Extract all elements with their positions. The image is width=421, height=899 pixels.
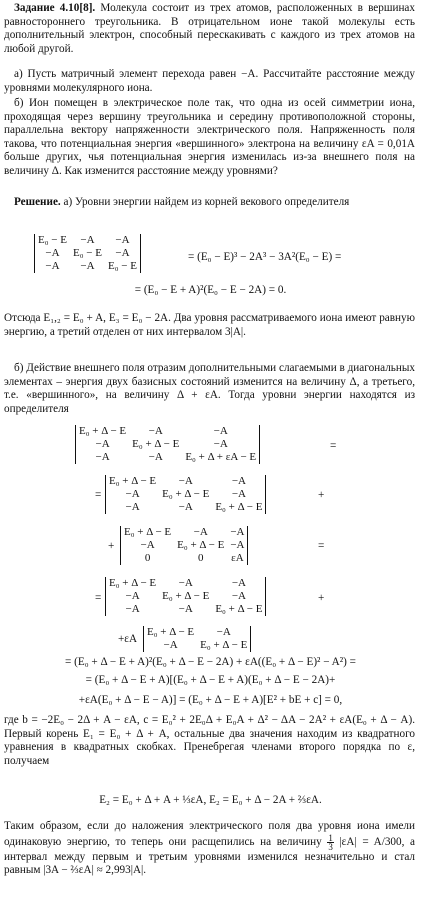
matrix-cell: −A bbox=[231, 475, 246, 487]
equation-sign: = bbox=[330, 440, 337, 452]
matrix-row bbox=[35, 247, 140, 260]
conclusion-text bbox=[4, 820, 415, 878]
matrix-row bbox=[76, 451, 259, 464]
matrix-cell: −A bbox=[125, 603, 140, 615]
problem-title: Задание 4.10[8]. bbox=[14, 2, 96, 14]
solution-label: Решение. bbox=[14, 196, 61, 208]
matrix-cell: −A bbox=[230, 526, 245, 538]
matrix-row bbox=[121, 526, 247, 539]
matrix-cell: −A bbox=[231, 577, 246, 589]
matrix-cell: −A bbox=[80, 234, 95, 246]
matrix-row bbox=[121, 539, 247, 552]
matrix-cell: −A bbox=[178, 501, 193, 513]
matrix-cell: −A bbox=[125, 488, 140, 500]
equation-sign: = bbox=[95, 489, 102, 501]
determinant-3x3 bbox=[105, 577, 266, 616]
matrix-cell: −A bbox=[45, 260, 60, 272]
matrix-cell: −A bbox=[231, 488, 246, 500]
matrix-cell: −A bbox=[216, 626, 231, 638]
matrix-table bbox=[35, 234, 140, 273]
part-b-question: б) Ион помещен в электрическое поле так, что одна из осей симметрии иона, проходящая через вершину треугольника и середину противоположной стороны, параллельна вектору напряженности электрического поля. Напряженность поля такова, что потенциальная энергия «вершинного» электрона на величину εA = 0,01A больше других, чья потенциальная энергия изменилась из-за внешнего поля на величину Δ. Как изменится расстояние между уровнями? bbox=[4, 97, 415, 177]
matrix-cell: −A bbox=[230, 539, 245, 551]
equation-line: = (E₀ − E + A)²(E₀ − E − 2A) = 0. bbox=[134, 284, 287, 296]
problem-intro: Молекула состоит из трех атомов, расположенных в вершинах равностороннего треугольника. В отрицательном ионе такой молекулы есть дополнительный электрон, способный перескакивать с каждого из трех атомов на любой другой. bbox=[4, 2, 415, 55]
matrix-cell: E₀ + Δ − E bbox=[162, 488, 210, 500]
determinant-3x3 bbox=[120, 526, 248, 565]
matrix-cell: E₀ − E bbox=[107, 260, 137, 272]
matrix-cell: E₀ + Δ − E bbox=[147, 626, 195, 638]
equation-sign: + bbox=[108, 540, 115, 552]
matrix-table bbox=[106, 475, 265, 514]
matrix-cell: E₀ + Δ − E bbox=[200, 639, 248, 651]
matrix-cell: 0 bbox=[144, 552, 151, 564]
matrix-cell: E₀ + Δ + εA − E bbox=[185, 451, 257, 463]
equation-term: +εA bbox=[118, 633, 138, 645]
matrix-row bbox=[144, 626, 250, 639]
matrix-cell: E₀ + Δ − E bbox=[215, 603, 263, 615]
determinant-3x3 bbox=[105, 475, 266, 514]
result-a-text: Отсюда E₁,₂ = E₀ + A, E₃ = E₀ − 2A. Два уровня рассматриваемого иона имеют равную энергию, а третий отделен от них интервалом 3|A|. bbox=[4, 312, 415, 338]
matrix-row bbox=[106, 501, 265, 514]
matrix-cell: −A bbox=[140, 539, 155, 551]
matrix-cell: E₀ + Δ − E bbox=[109, 475, 157, 487]
equation-sign: + bbox=[318, 489, 325, 501]
equation-line: +εA(E₀ + Δ − E − A)] = (E₀ + Δ − E + A)[E² + bE + c] = 0, bbox=[78, 694, 343, 706]
matrix-cell: −A bbox=[193, 526, 208, 538]
matrix-cell: −A bbox=[95, 438, 110, 450]
solution-b-intro: б) Действие внешнего поля отразим дополнительными слагаемыми в диагональных элементах – энергия двух базисных состояний изменится на величину Δ, а третьего, т.е. «вершинного», на величину Δ + εA. Тогда уровни энергии находятся из определителя bbox=[4, 362, 415, 415]
matrix-row bbox=[106, 488, 265, 501]
equation-line: = (E₀ + Δ − E + A)²(E₀ + Δ − E − 2A) + εA((E₀ + Δ − E)² − A²) = bbox=[65, 656, 356, 668]
problem-statement bbox=[4, 2, 415, 56]
matrix-table bbox=[144, 626, 250, 652]
matrix-cell: −A bbox=[95, 451, 110, 463]
matrix-cell: −A bbox=[125, 501, 140, 513]
matrix-row bbox=[121, 552, 247, 565]
solution-a-intro bbox=[4, 196, 415, 210]
matrix-cell: E₀ + Δ − E bbox=[124, 526, 172, 538]
solution-a-text: а) Уровни энергии найдем из корней векового определителя bbox=[63, 196, 350, 208]
equation-sign: = bbox=[95, 592, 102, 604]
matrix-cell: E₀ − E bbox=[38, 234, 67, 246]
matrix-cell: 0 bbox=[197, 552, 204, 564]
determinant-2x2 bbox=[143, 626, 251, 652]
where-text: где b = −2E₀ − 2Δ + A − εA, c = E₀² + 2E₀Δ + E₀A + Δ² − ΔA − 2A² + εA(E₀ + Δ − A). Первый корень E₁ = E₀ + Δ + A, остальные два значения находим из квадратного уравнения в квадратных скобках. Пренебрегая членами второго порядка по ε, получаем bbox=[4, 714, 415, 767]
matrix-row bbox=[106, 603, 265, 616]
matrix-cell: −A bbox=[45, 247, 60, 259]
equation-line: = (E₀ − E)³ − 2A³ − 3A²(E₀ − E) = bbox=[188, 251, 342, 263]
matrix-row bbox=[144, 639, 250, 652]
matrix-cell: E₀ + Δ − E bbox=[162, 590, 210, 602]
matrix-cell: −A bbox=[178, 475, 193, 487]
matrix-cell: E₀ + Δ − E bbox=[79, 425, 127, 437]
conclusion-part-1: Таким образом, если до наложения электрического поля два уровня иона имели одинаковую энергию, то теперь они расщепились на величину bbox=[4, 820, 415, 848]
matrix-cell: −A bbox=[115, 247, 130, 259]
equation-sign: + bbox=[318, 592, 325, 604]
matrix-cell: −A bbox=[231, 590, 246, 602]
matrix-cell: −A bbox=[148, 451, 163, 463]
matrix-cell: −A bbox=[178, 577, 193, 589]
matrix-cell: E₀ + Δ − E bbox=[132, 438, 180, 450]
matrix-cell: −A bbox=[125, 590, 140, 602]
matrix-cell: −A bbox=[115, 234, 130, 246]
matrix-cell: E₀ + Δ − E bbox=[109, 577, 157, 589]
matrix-cell: E₀ + Δ − E bbox=[177, 539, 225, 551]
matrix-cell: −A bbox=[80, 260, 95, 272]
matrix-cell: −A bbox=[178, 603, 193, 615]
matrix-cell: εA bbox=[231, 552, 244, 564]
equation-line: = (E₀ + Δ − E + A)[(E₀ + Δ − E + A)(E₀ + Δ − E − 2A)+ bbox=[85, 674, 336, 686]
fraction-one-third: $\frac{1}{3}$ bbox=[328, 832, 333, 852]
matrix-row bbox=[35, 234, 140, 247]
matrix-cell: −A bbox=[163, 639, 178, 651]
matrix-row bbox=[76, 425, 259, 438]
equation-sign: = bbox=[318, 540, 325, 552]
conclusion-part-2: |εA| = A/300, а интервал между первым и третьим уровнями изменился незначительно и стал равным |3A − ⅔εA| ≈ 2,993|A|. bbox=[4, 835, 415, 877]
matrix-row bbox=[35, 260, 140, 273]
matrix-row bbox=[106, 475, 265, 488]
matrix-row bbox=[106, 590, 265, 603]
matrix-cell: −A bbox=[148, 425, 163, 437]
matrix-row bbox=[76, 438, 259, 451]
matrix-table bbox=[106, 577, 265, 616]
matrix-cell: E₀ + Δ − E bbox=[215, 501, 263, 513]
matrix-row bbox=[106, 577, 265, 590]
determinant-3x3 bbox=[75, 425, 260, 464]
matrix-cell: E₀ − E bbox=[72, 247, 102, 259]
determinant-3x3 bbox=[34, 234, 141, 273]
matrix-table bbox=[76, 425, 259, 464]
matrix-table bbox=[121, 526, 247, 565]
roots-equation: E₂ = E₀ + Δ + A + ⅓εA, E₂ = E₀ + Δ − 2A + ⅔εA. bbox=[99, 794, 322, 806]
matrix-cell: −A bbox=[213, 438, 228, 450]
matrix-cell: −A bbox=[213, 425, 228, 437]
part-a-question: а) Пусть матричный элемент перехода равен −A. Рассчитайте расстояние между уровнями молекулярного иона. bbox=[4, 68, 415, 94]
